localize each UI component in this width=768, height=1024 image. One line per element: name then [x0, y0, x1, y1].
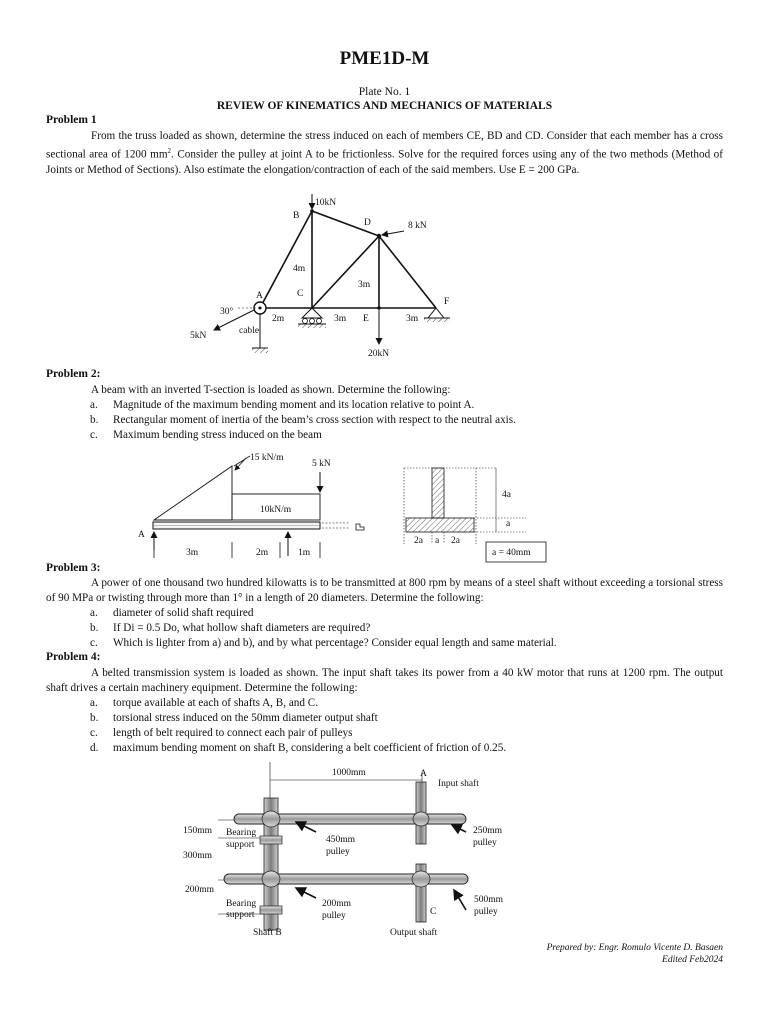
section-note: a = 40mm — [492, 548, 531, 558]
member-ab — [260, 211, 312, 308]
problem-1-text — [46, 129, 723, 178]
triangular-load-label: 15 kN/m — [250, 453, 284, 463]
list-item: c. Which is lighter from a) and b), and by what percentage? Consider equal length and same material. — [90, 637, 557, 649]
pulley-450mm-line2: pulley — [326, 847, 350, 857]
credit-block — [547, 942, 723, 966]
section-a-middle: a — [435, 536, 440, 546]
dim-2m: 2m — [272, 314, 285, 324]
edited-date: Edited Feb2024 — [662, 955, 723, 965]
list-item: a. diameter of solid shaft required — [90, 607, 254, 619]
dim-3m-ce: 3m — [334, 314, 347, 324]
problem-1-text-part-a: From the truss loaded as shown, determine the stress induced on each of members CE, BD and CD. Consider that each member has a cross sectional area of 1200 mm — [46, 130, 723, 161]
problem-2-list — [90, 398, 720, 443]
belt-drive-figure — [46, 758, 723, 940]
prepared-by: Prepared by: Engr. Romulo Vicente D. Basaen — [546, 943, 723, 953]
shaft-a-label: A — [420, 769, 427, 779]
problem-3-heading: Problem 3: — [46, 562, 101, 574]
pulley-500mm: 500mm — [474, 895, 504, 905]
joint-e-label: E — [363, 314, 369, 324]
problem-4-list — [90, 696, 720, 756]
dim-150mm: 150mm — [183, 826, 213, 836]
section-2a-right: 2a — [451, 536, 460, 546]
load-8kn: 8 kN — [408, 221, 427, 231]
output-shaft-label: Output shaft — [390, 928, 438, 938]
dim-1000mm: 1000mm — [332, 768, 366, 778]
problem-3-list — [90, 606, 720, 651]
pulley-200mm: 200mm — [322, 899, 352, 909]
problem-1-text-part-b: . Consider the pulley at joint A to be frictionless. Solve for the required forces using any of the two methods (Method of Joints or Method of Sections). Also estimate the elongation/contraction of each of the said members. Use E = 200 GPa. — [46, 148, 723, 176]
dim-200mm: 200mm — [185, 885, 215, 895]
problem-2-heading: Problem 2: — [46, 368, 101, 380]
plate-number: Plate No. 1 — [358, 86, 411, 98]
list-item: c. length of belt required to connect each pair of pulleys — [90, 727, 353, 739]
list-item: d. maximum bending moment on shaft B, considering a belt coefficient of friction of 0.25. — [90, 742, 507, 754]
list-item: b. Rectangular moment of inertia of the beam’s cross section with respect to the neutral axis. — [90, 414, 516, 426]
load-10kn: 10kN — [315, 198, 337, 208]
shaft-c-label: C — [430, 907, 437, 917]
problem-3-text: A power of one thousand two hundred kilowatts is to be transmitted at 800 rpm by means of a steel shaft without exceeding a torsional stress of 90 MPa or twisting through more than 1° in a length of 20 diameters. Determine the following: — [46, 577, 723, 604]
list-item: b. If Di = 0.5 Do, what hollow shaft diameters are required? — [90, 622, 371, 634]
problem-1-heading: Problem 1 — [46, 114, 97, 126]
dim-3m-vertical: 3m — [358, 280, 371, 290]
shaft-b-label: Shaft B — [253, 928, 282, 938]
joint-a-label: A — [256, 291, 263, 301]
beam-figure — [46, 446, 723, 564]
dim-3m-ef: 3m — [406, 314, 419, 324]
uniform-load-label: 10kN/m — [260, 505, 292, 515]
dim-4m: 4m — [293, 264, 306, 274]
document-title: PME1D-M — [339, 48, 430, 69]
load-5kn: 5kN — [190, 331, 207, 341]
bearing-support-2: Bearing — [226, 899, 257, 909]
section-2a-left: 2a — [414, 536, 423, 546]
pulley-500mm-line2: pulley — [474, 907, 498, 917]
truss-figure — [46, 188, 723, 360]
list-item: a. torque available at each of shafts A, B, and C. — [90, 697, 319, 709]
member-df — [379, 236, 436, 308]
bearing-support-1: Bearing — [226, 828, 257, 838]
member-cd — [312, 236, 379, 308]
list-item: b. torsional stress induced on the 50mm diameter output shaft — [90, 712, 378, 724]
joint-d-label: D — [364, 218, 371, 228]
list-item: a. Magnitude of the maximum bending moment and its location relative to point A. — [90, 399, 475, 411]
dim-300mm: 300mm — [183, 851, 213, 861]
problem-1-superscript: 2 — [167, 147, 172, 155]
document-page — [46, 0, 723, 1024]
pulley-200mm-line2: pulley — [322, 911, 346, 921]
problem-4-heading: Problem 4: — [46, 651, 101, 663]
pulley-250mm-line2: pulley — [473, 838, 497, 848]
problem-4-text: A belted transmission system is loaded as shown. The input shaft takes its power from a 40 kW motor that runs at 1200 rpm. The output shaft drives a certain machinery equipment. Determine the following: — [46, 667, 723, 694]
list-item: c. Maximum bending stress induced on the beam — [90, 429, 322, 441]
pulley-450mm: 450mm — [326, 835, 356, 845]
dim-2m: 2m — [256, 548, 269, 558]
joint-c-label: C — [297, 289, 304, 299]
dim-1m: 1m — [298, 548, 311, 558]
document-subtitle: REVIEW OF KINEMATICS AND MECHANICS OF MATERIALS — [216, 100, 553, 112]
support-a-label: A — [138, 530, 145, 540]
bearing-support-2-line2: support — [226, 910, 255, 920]
joint-f-label: F — [444, 297, 450, 307]
dim-3m: 3m — [186, 548, 199, 558]
bearing-support-1-line2: support — [226, 840, 255, 850]
load-20kn: 20kN — [368, 349, 390, 359]
cable-angle: 30° — [220, 307, 234, 317]
joint-b-label: B — [293, 211, 300, 221]
cable-label: cable — [239, 326, 260, 336]
section-a-label: a — [506, 519, 511, 529]
input-shaft-label: Input shaft — [438, 779, 479, 789]
pulley-250mm: 250mm — [473, 826, 503, 836]
problem-2-intro: A beam with an inverted T-section is loaded as shown. Determine the following: — [91, 384, 451, 396]
point-load-label: 5 kN — [312, 459, 331, 469]
section-4a-label: 4a — [502, 490, 511, 500]
